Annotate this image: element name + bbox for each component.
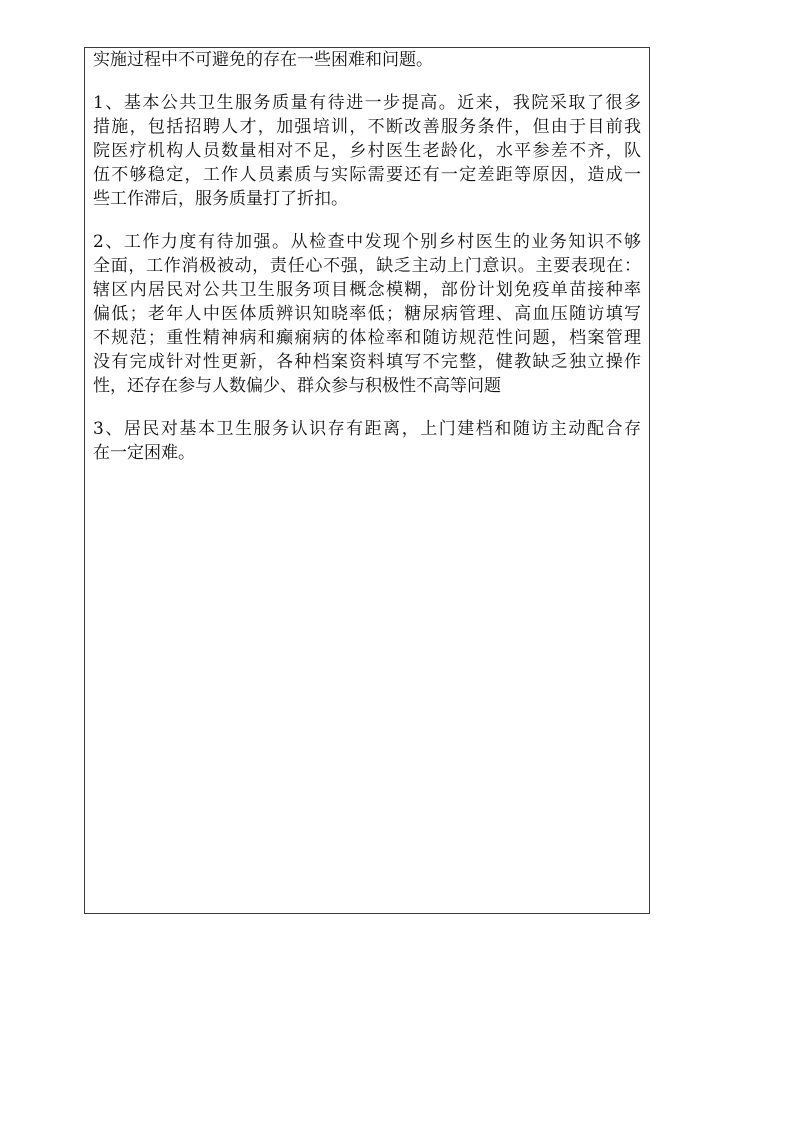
text-line: 辖区内居民对公共卫生服务项目概念模糊，部份计划免疫单苗接种率 [93,280,641,300]
text-line: 3、居民对基本卫生服务认识存有距离，上门建档和随访主动配合存 [93,419,641,439]
paragraph-item-1 [93,91,641,211]
text-line: 性，还存在参与人数偏少、群众参与积极性不高等问题 [93,376,501,396]
text-line: 伍不够稳定，工作人员素质与实际需要还有一定差距等原因，造成一 [93,165,641,185]
paragraph-item-3 [93,417,641,465]
text-line: 2、工作力度有待加强。从检查中发现个别乡村医生的业务知识不够 [93,232,641,252]
text-line: 院医疗机构人员数量相对不足，乡村医生老龄化，水平参差不齐，队 [93,141,641,161]
text-line: 措施，包括招聘人才，加强培训，不断改善服务条件，但由于目前我 [93,117,641,137]
document-frame [84,47,650,914]
text-line: 不规范；重性精神病和癫痫病的体检率和随访规范性问题，档案管理 [93,328,641,348]
text-line: 没有完成针对性更新，各种档案资料填写不完整，健教缺乏独立操作 [93,352,641,372]
text-line: 全面，工作消极被动，责任心不强，缺乏主动上门意识。主要表现在： [93,256,641,276]
paragraph-intro [93,48,641,72]
text-line: 实施过程中不可避免的存在一些困难和问题。 [93,50,433,70]
text-line: 偏低；老年人中医体质辨识知晓率低；糖尿病管理、高血压随访填写 [93,304,641,324]
text-line: 在一定困难。 [93,443,195,463]
text-line: 些工作滞后，服务质量打了折扣。 [93,189,348,209]
paragraph-item-2 [93,230,641,398]
text-line: 1、基本公共卫生服务质量有待进一步提高。近来，我院采取了很多 [93,93,641,113]
